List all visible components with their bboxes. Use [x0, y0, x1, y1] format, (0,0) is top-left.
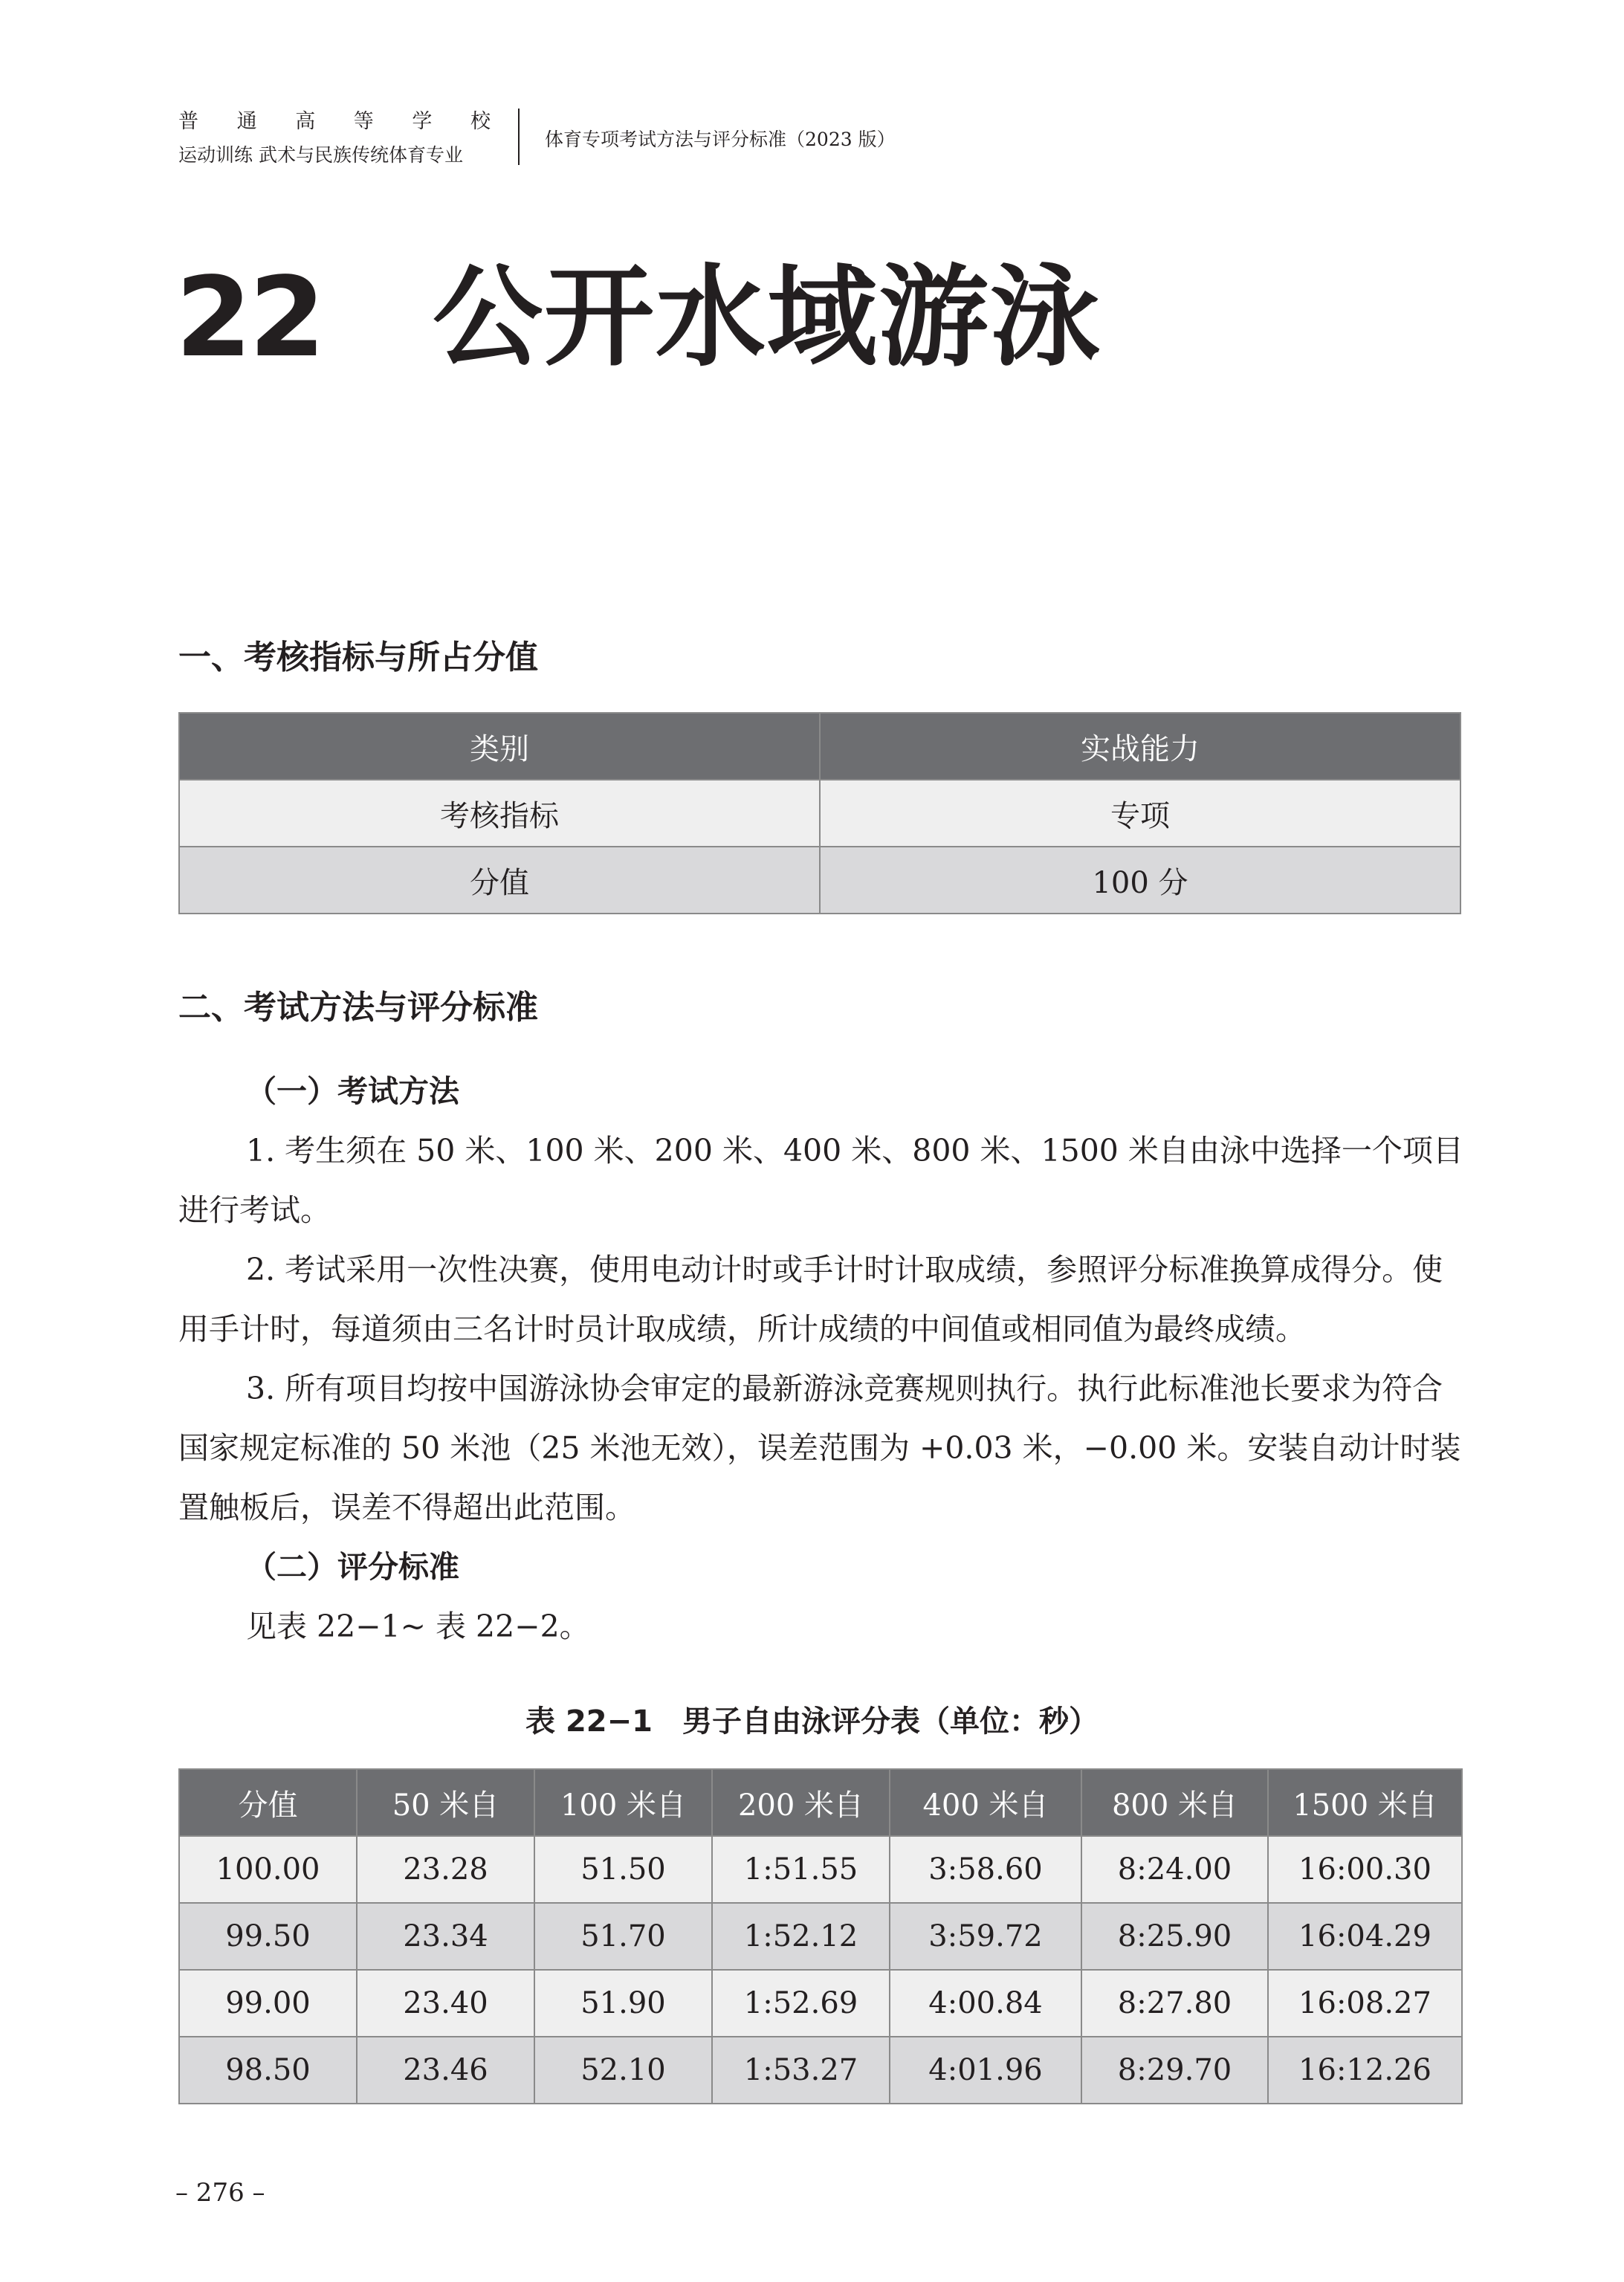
table-cell: 8:25.90	[1081, 1903, 1268, 1970]
table-cell: 4:01.96	[890, 2037, 1081, 2104]
body-text	[178, 1061, 1464, 1656]
series-char: 学	[412, 110, 433, 133]
table-cell: 1:52.69	[712, 1970, 890, 2037]
chapter-name: 公开水域游泳	[432, 253, 1101, 381]
table-cell: 23.46	[357, 2037, 534, 2104]
series-char: 等	[353, 110, 374, 133]
table-cell: 专项	[820, 780, 1460, 847]
header-divider	[518, 109, 520, 165]
table-row	[179, 847, 1460, 914]
book-title: 体育专项考试方法与评分标准（2023 版）	[545, 129, 896, 150]
chapter-number: 22	[175, 253, 323, 381]
paragraph: 见表 22−1~ 表 22−2。	[246, 1609, 590, 1644]
table-cell: 99.50	[179, 1903, 357, 1970]
table-cell: 4:00.84	[890, 1970, 1081, 2037]
table-cell: 16:08.27	[1268, 1970, 1462, 2037]
table-caption: 表 22−1 男子自由泳评分表（单位：秒）	[525, 1704, 1099, 1739]
table-row	[179, 1836, 1462, 1903]
column-header: 分值	[179, 1769, 357, 1836]
table-cell: 1:52.12	[712, 1903, 890, 1970]
table-cell: 16:12.26	[1268, 2037, 1462, 2104]
table-cell: 8:24.00	[1081, 1836, 1268, 1903]
table-cell: 23.34	[357, 1903, 534, 1970]
series-name	[178, 109, 491, 135]
table-cell: 99.00	[179, 1970, 357, 2037]
chapter-title	[175, 254, 1101, 381]
table-cell: 51.90	[534, 1970, 712, 2037]
subheading-method: （一）考试方法	[246, 1073, 459, 1109]
table-cell: 100.00	[179, 1836, 357, 1903]
series-char: 普	[178, 110, 198, 133]
column-header: 800 米自	[1081, 1769, 1268, 1836]
table-cell: 100 分	[820, 847, 1460, 914]
table-cell: 3:58.60	[890, 1836, 1081, 1903]
table-cell: 23.28	[357, 1836, 534, 1903]
column-header: 400 米自	[890, 1769, 1081, 1836]
table-cell: 1:51.55	[712, 1836, 890, 1903]
table-cell: 52.10	[534, 2037, 712, 2104]
table-cell: 考核指标	[179, 780, 820, 847]
scoring-table	[178, 1768, 1463, 2104]
section-heading-2: 二、考试方法与评分标准	[178, 989, 538, 1027]
series-char: 高	[295, 110, 316, 133]
table-cell: 16:04.29	[1268, 1903, 1462, 1970]
table-cell: 8:29.70	[1081, 2037, 1268, 2104]
table-cell: 51.70	[534, 1903, 712, 1970]
running-header-series	[178, 109, 491, 169]
table-cell: 1:53.27	[712, 2037, 890, 2104]
column-header: 200 米自	[712, 1769, 890, 1836]
table-header-row	[179, 713, 1460, 780]
column-header: 1500 米自	[1268, 1769, 1462, 1836]
series-char: 通	[236, 110, 257, 133]
table-row	[179, 1903, 1462, 1970]
page-number: – 276 –	[175, 2178, 265, 2208]
assessment-table	[178, 712, 1461, 914]
table-cell: 23.40	[357, 1970, 534, 2037]
paragraph: 2. 考试采用一次性决赛，使用电动计时或手计时计取成绩，参照评分标准换算成得分。使用手计时，每道须由三名计时员计取成绩，所计成绩的中间值或相同值为最终成绩。	[178, 1252, 1443, 1347]
table-header-row	[179, 1769, 1462, 1836]
table-cell: 98.50	[179, 2037, 357, 2104]
column-header: 100 米自	[534, 1769, 712, 1836]
paragraph: 1. 考生须在 50 米、100 米、200 米、400 米、800 米、1500 米自由泳中选择一个项目进行考试。	[178, 1133, 1463, 1228]
column-header: 50 米自	[357, 1769, 534, 1836]
column-header: 类别	[179, 713, 820, 780]
series-subtitle: 运动训练 武术与民族传统体育专业	[178, 144, 463, 166]
table-row	[179, 780, 1460, 847]
paragraph: 3. 所有项目均按中国游泳协会审定的最新游泳竞赛规则执行。执行此标准池长要求为符合国家规定标准的 50 米池（25 米池无效），误差范围为 +0.03 米，−0.00 米。安装自动计时装置触板后，误差不得超出此范围。	[178, 1371, 1461, 1525]
subheading-scoring: （二）评分标准	[246, 1549, 459, 1585]
table-cell: 3:59.72	[890, 1903, 1081, 1970]
table-row	[179, 2037, 1462, 2104]
series-char: 校	[470, 110, 491, 133]
table-cell: 16:00.30	[1268, 1836, 1462, 1903]
table-cell: 8:27.80	[1081, 1970, 1268, 2037]
section-heading-1: 一、考核指标与所占分值	[178, 639, 538, 676]
column-header: 实战能力	[820, 713, 1460, 780]
table-cell: 分值	[179, 847, 820, 914]
table-cell: 51.50	[534, 1836, 712, 1903]
table-row	[179, 1970, 1462, 2037]
